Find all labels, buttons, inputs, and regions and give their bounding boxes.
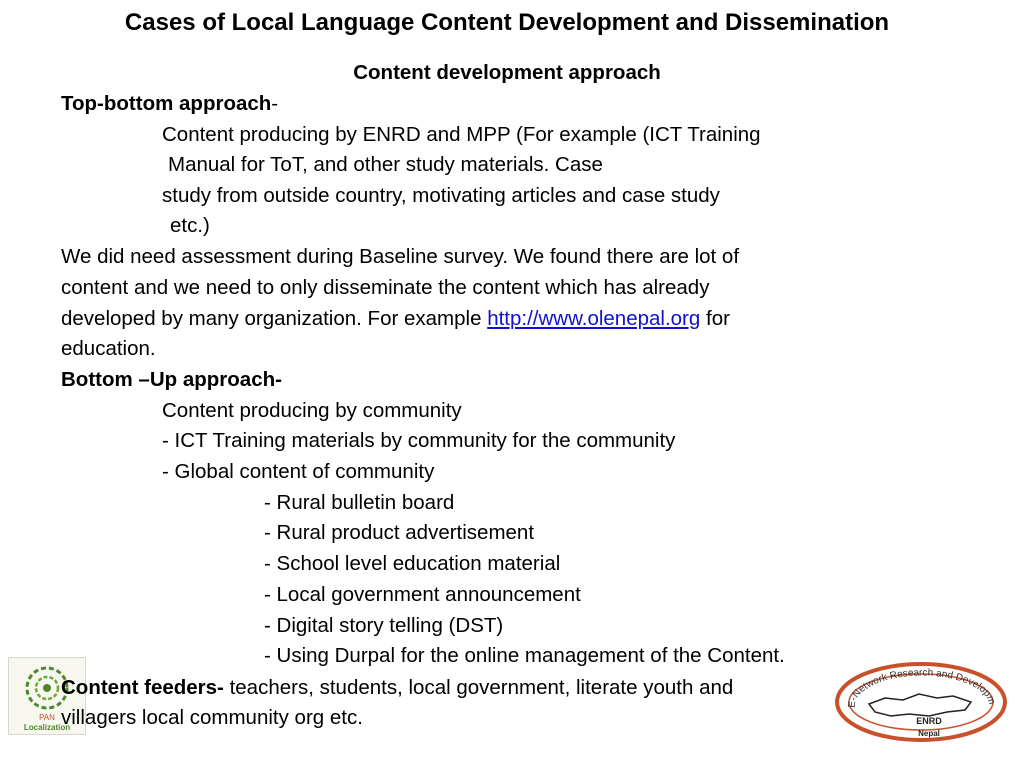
enrd-logo	[833, 660, 1009, 744]
bottom-up-item-1: Content producing by community	[162, 399, 462, 422]
bottom-up-sub-item-1: - Rural bulletin board	[264, 491, 455, 514]
assessment-line-2: content and we need to only disseminate the content which has already	[61, 276, 710, 299]
assessment-line-4: education.	[61, 337, 156, 360]
bottom-up-sub-item-5: - Digital story telling (DST)	[264, 614, 504, 637]
top-bottom-line-3: study from outside country, motivating articles and case study	[162, 184, 720, 207]
top-bottom-heading-dash: -	[271, 92, 279, 115]
bottom-up-item-2: - ICT Training materials by community for the community	[162, 429, 676, 452]
bottom-up-sub-item-4: - Local government announcement	[264, 583, 581, 606]
assessment-line-1: We did need assessment during Baseline survey. We found there are lot of	[61, 245, 740, 268]
page-title: Cases of Local Language Content Development and Dissemination	[124, 9, 890, 36]
content-feeders-text: teachers, students, local government, literate youth and	[223, 676, 734, 699]
olenepal-link[interactable]: http://www.olenepal.org	[487, 307, 701, 330]
assessment-line-3	[61, 306, 730, 332]
bottom-up-sub-item-3: - School level education material	[264, 552, 561, 575]
bottom-up-heading: Bottom –Up approach-	[61, 368, 282, 391]
pan-label: PAN	[39, 713, 55, 722]
bottom-up-sub-item-2: - Rural product advertisement	[264, 521, 535, 544]
top-bottom-line-1: Content producing by ENRD and MPP (For example (ICT Training	[162, 123, 761, 146]
assessment-line-3-tail: for	[700, 307, 730, 330]
top-bottom-line-4: etc.)	[170, 214, 210, 237]
content-feeders-line-2: villagers local community org etc.	[61, 706, 363, 729]
enrd-arc-text: E-Network Research and Developm	[846, 667, 998, 709]
content-feeders-line-1	[61, 675, 733, 701]
assessment-line-3-text: developed by many organization. For example	[61, 307, 488, 330]
enrd-logo-graphic	[833, 660, 1009, 744]
bottom-up-sub-item-6: - Using Durpal for the online management of the Content.	[264, 644, 785, 667]
localization-label: Localization	[23, 723, 71, 732]
enrd-nepal-text: Nepal	[918, 729, 940, 738]
section-subtitle: Content development approach	[353, 61, 661, 84]
top-bottom-line-2: Manual for ToT, and other study materials. Case	[168, 153, 603, 176]
top-bottom-heading: Top-bottom approach	[61, 92, 272, 115]
content-feeders-label: Content feeders-	[61, 676, 224, 699]
bottom-up-item-3: - Global content of community	[162, 460, 435, 483]
enrd-center-text: ENRD	[916, 716, 942, 726]
top-bottom-heading-line	[61, 91, 278, 117]
